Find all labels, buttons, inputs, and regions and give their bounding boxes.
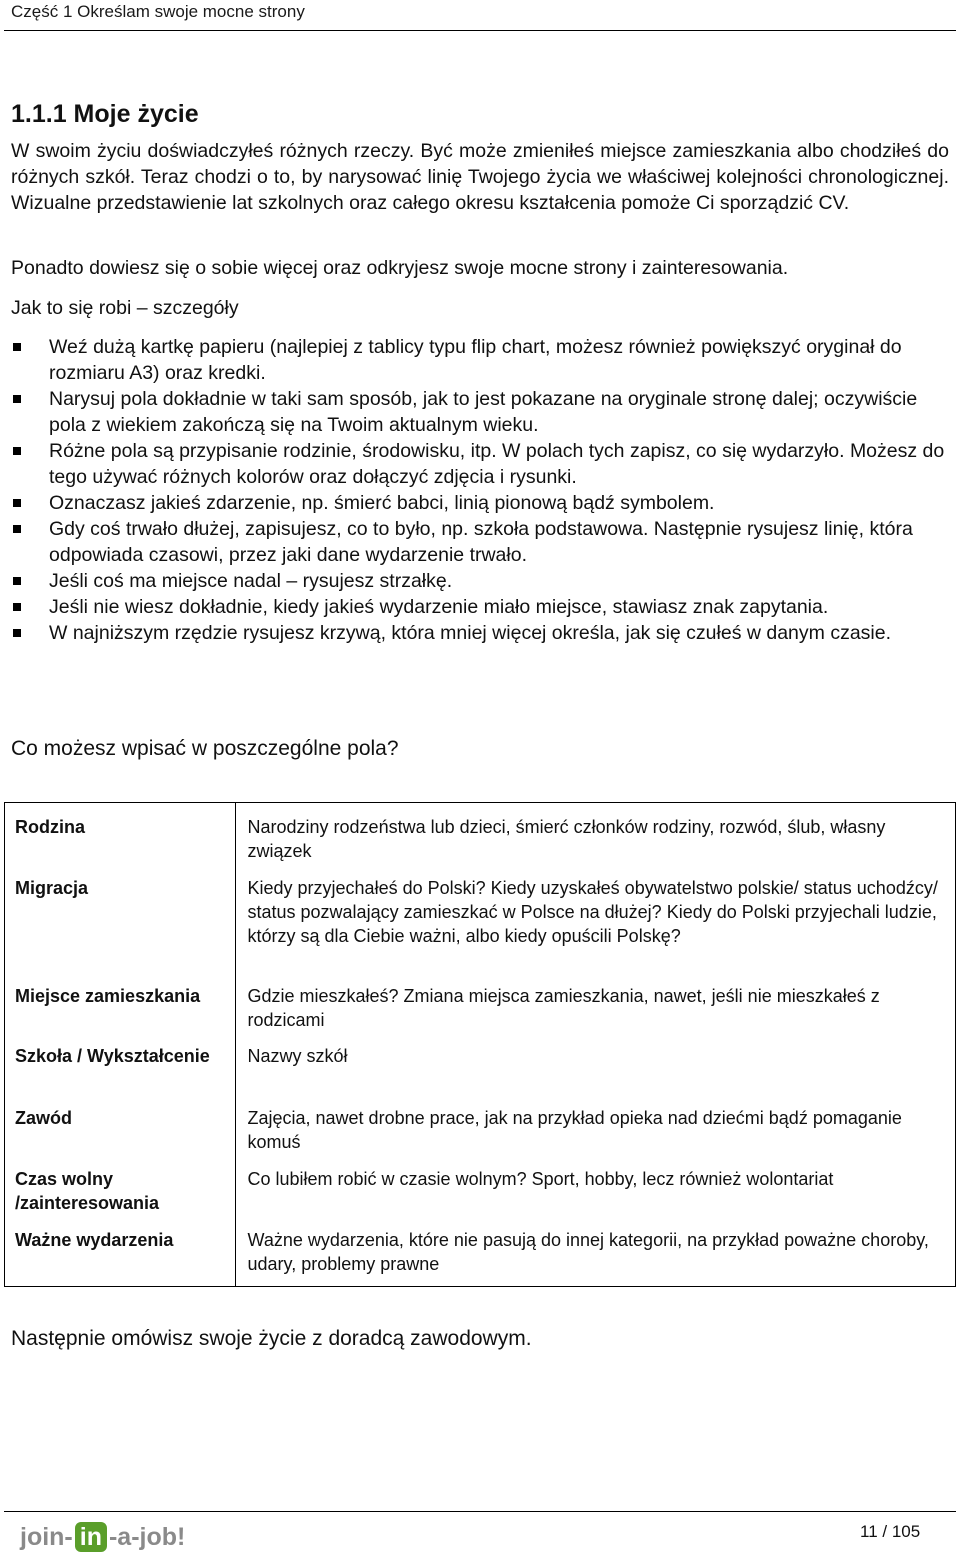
closing-paragraph: Następnie omówisz swoje życie z doradcą zawodowym. bbox=[11, 1327, 532, 1350]
running-header: Część 1 Określam swoje mocne strony bbox=[11, 2, 305, 21]
square-bullet-icon bbox=[13, 603, 21, 611]
logo-text-post: -a-job! bbox=[108, 1522, 186, 1551]
table-row bbox=[5, 1155, 955, 1216]
square-bullet-icon bbox=[13, 525, 21, 533]
step-text: Różne pola są przypisanie rodzinie, środowisku, itp. W polach tych zapisz, co się wydarzyło. Możesz do tego używać różnych kolorów oraz dołączyć zdjęcia i rysunki. bbox=[49, 440, 945, 488]
field-description: Nazwy szkół bbox=[235, 1032, 955, 1094]
paragraph-strengths: Ponadto dowiesz się o sobie więcej oraz odkryjesz swoje mocne strony i zainteresowania. bbox=[11, 257, 789, 279]
table-row bbox=[5, 864, 955, 972]
list-item bbox=[11, 438, 951, 490]
intro-paragraph: W swoim życiu doświadczyłeś różnych rzeczy. Być może zmieniłeś miejsce zamieszkania albo chodziłeś do różnych szkół. Teraz chodzi o to, by narysować linię Twojego życia we właściwej kolejności chronologicznej. Wizualne przedstawienie lat szkolnych oraz całego okresu kształcenia pomoże Ci sporządzić CV. bbox=[11, 140, 949, 214]
section-title: 1.1.1 Moje życie bbox=[11, 100, 199, 128]
field-description: Ważne wydarzenia, które nie pasują do innej kategorii, na przykład poważne choroby, udary, problemy prawne bbox=[235, 1216, 955, 1286]
step-text: Narysuj pola dokładnie w taki sam sposób, jak to jest pokazane na oryginale stronę dalej; oczywiście pola z wiekiem zakończą się na Twoim aktualnym wieku. bbox=[49, 388, 918, 436]
step-text: Jeśli coś ma miejsce nadal – rysujesz strzałkę. bbox=[49, 570, 453, 592]
page-number: 11 / 105 bbox=[860, 1522, 921, 1541]
logo-text-pre: join- bbox=[20, 1522, 73, 1551]
table-row bbox=[5, 972, 955, 1032]
step-text: Gdy coś trwało dłużej, zapisujesz, co to było, np. szkoła podstawowa. Następnie rysujesz linię, która odpowiada czasowi, przez jaki dane wydarzenie trwało. bbox=[49, 518, 913, 566]
square-bullet-icon bbox=[13, 577, 21, 585]
footer-rule bbox=[4, 1511, 956, 1512]
table-row bbox=[5, 1032, 955, 1094]
step-text: Weź dużą kartkę papieru (najlepiej z tablicy typu flip chart, możesz również powiększyć oryginał do rozmiaru A3) oraz kredki. bbox=[49, 336, 902, 384]
details-heading: Jak to się robi – szczegóły bbox=[11, 297, 239, 319]
join-in-a-job-logo bbox=[20, 1520, 185, 1554]
step-text: W najniższym rzędzie rysujesz krzywą, która mniej więcej określa, jak się czułeś w danym czasie. bbox=[49, 622, 892, 644]
field-label: Zawód bbox=[15, 1108, 72, 1128]
table-row bbox=[5, 803, 955, 864]
header-rule bbox=[4, 30, 956, 31]
list-item bbox=[11, 386, 951, 438]
table-row bbox=[5, 1094, 955, 1155]
field-label: Rodzina bbox=[15, 817, 85, 837]
square-bullet-icon bbox=[13, 343, 21, 351]
field-label: Migracja bbox=[15, 878, 89, 898]
square-bullet-icon bbox=[13, 395, 21, 403]
steps-list bbox=[11, 334, 951, 646]
field-description: Kiedy przyjechałeś do Polski? Kiedy uzyskałeś obywatelstwo polskie/ status uchodźcy/ status pozwalający zamieszkać w Polsce na dłużej? Kiedy do Polski przyjechali ludzie, którzy są dla Ciebie ważni, albo kiedy opuścili Polskę? bbox=[235, 864, 955, 972]
list-item bbox=[11, 516, 951, 568]
logo-text-in: in bbox=[75, 1522, 107, 1552]
square-bullet-icon bbox=[13, 629, 21, 637]
fields-table bbox=[4, 802, 956, 1287]
field-label: Miejsce zamieszkania bbox=[15, 986, 201, 1006]
list-item bbox=[11, 334, 951, 386]
field-label: Szkoła / Wykształcenie bbox=[15, 1046, 210, 1066]
field-description: Gdzie mieszkałeś? Zmiana miejsca zamieszkania, nawet, jeśli nie mieszkałeś z rodzicami bbox=[235, 972, 955, 1032]
field-description: Zajęcia, nawet drobne prace, jak na przykład opieka nad dziećmi bądź pomaganie komuś bbox=[235, 1094, 955, 1155]
step-text: Jeśli nie wiesz dokładnie, kiedy jakieś wydarzenie miało miejsce, stawiasz znak zapytania. bbox=[49, 596, 829, 618]
field-label: Czas wolny /zainteresowania bbox=[15, 1169, 160, 1213]
list-item bbox=[11, 620, 951, 646]
list-item bbox=[11, 594, 951, 620]
table-row bbox=[5, 1216, 955, 1286]
list-item bbox=[11, 490, 951, 516]
question-heading: Co możesz wpisać w poszczególne pola? bbox=[11, 737, 399, 760]
field-description: Narodziny rodzeństwa lub dzieci, śmierć członków rodziny, rozwód, ślub, własny związek bbox=[235, 803, 955, 864]
square-bullet-icon bbox=[13, 499, 21, 507]
list-item bbox=[11, 568, 951, 594]
field-label: Ważne wydarzenia bbox=[15, 1230, 174, 1250]
step-text: Oznaczasz jakieś zdarzenie, np. śmierć babci, linią pionową bądź symbolem. bbox=[49, 492, 715, 514]
field-description: Co lubiłem robić w czasie wolnym? Sport, hobby, lecz również wolontariat bbox=[235, 1155, 955, 1216]
square-bullet-icon bbox=[13, 447, 21, 455]
